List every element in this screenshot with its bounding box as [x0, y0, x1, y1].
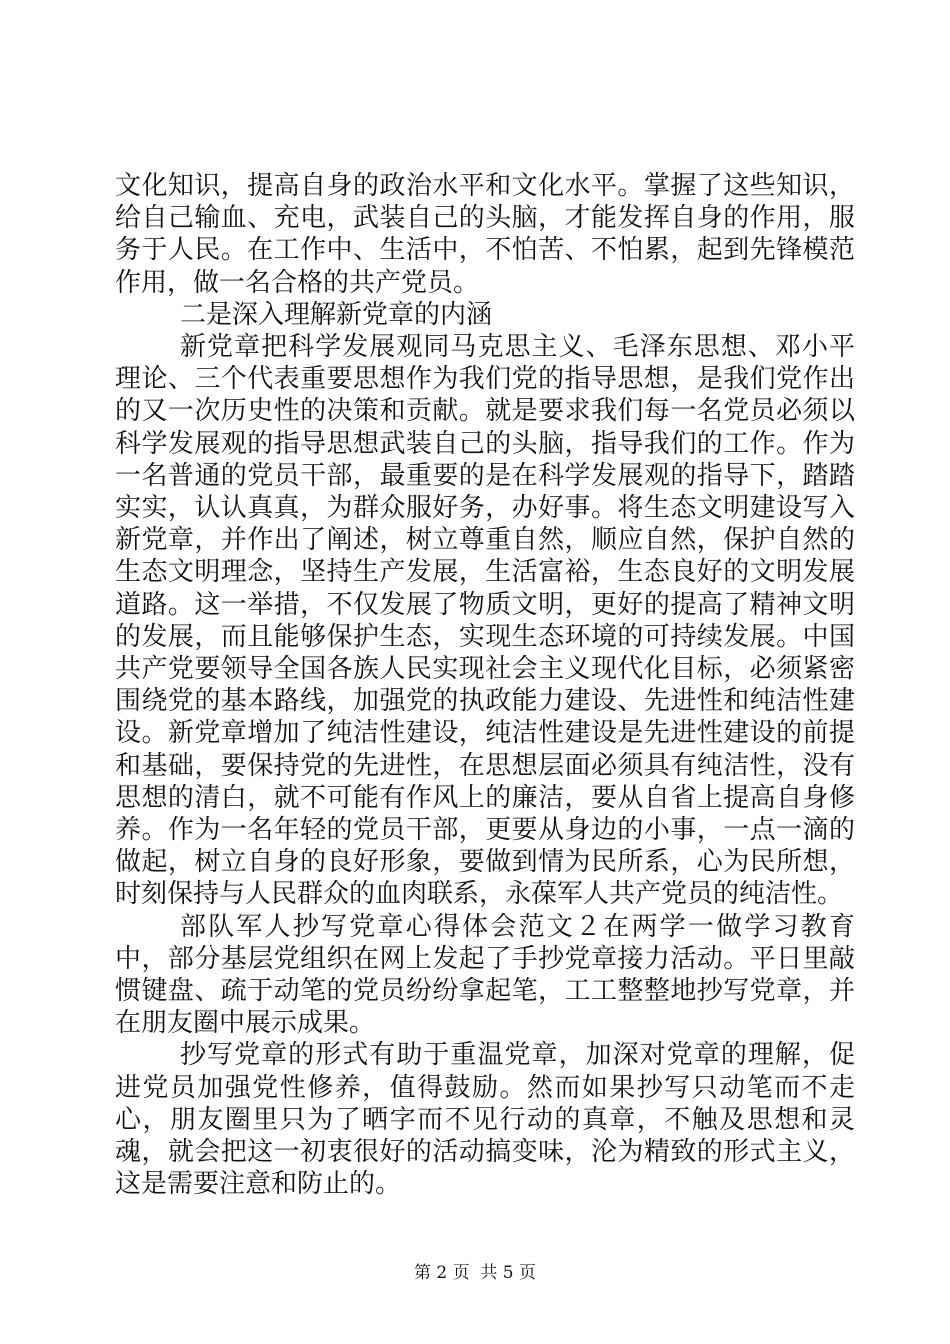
- page-footer: 第 2 页 共 5 页: [413, 1263, 537, 1283]
- paragraph-2-heading: 二是深入理解新党章的内涵: [180, 299, 493, 330]
- paragraph-5: 抄写党章的形式有助于重温党章，加深对党章的理解，促进党员加强党性修养，值得鼓励。然而如果抄写只动笔而不走心，朋友圈里只为了晒字而不见行动的真章，不触及思想和灵魂，就会把这一初衷很好的活动搞变味，沦为精致的形式主义，这是需要注意和防止的。: [115, 1040, 855, 1200]
- document-body: [115, 170, 855, 1201]
- paragraph-4: 部队军人抄写党章心得体会范文２在两学一做学习教育中，部分基层党组织在网上发起了手抄党章接力活动。平日里敲惯键盘、疏于动笔的党员纷纷拿起笔，工工整整地抄写党章，并在朋友圈中展示成果。: [115, 911, 855, 1039]
- paragraph-1: 文化知识，提高自身的政治水平和文化水平。掌握了这些知识，给自己输血、充电，武装自己的头脑，才能发挥自身的作用，服务于人民。在工作中、生活中，不怕苦、不怕累，起到先锋模范作用，做一名合格的共产党员。: [115, 171, 855, 298]
- paragraph-3: 新党章把科学发展观同马克思主义、毛泽东思想、邓小平理论、三个代表重要思想作为我们党的指导思想，是我们党作出的又一次历史性的决策和贡献。就是要求我们每一名党员必须以科学发展观的指导思想武装自己的头脑，指导我们的工作。作为一名普通的党员干部，最重要的是在科学发展观的指导下，踏踏实实，认认真真，为群众服好务，办好事。将生态文明建设写入新党章，并作出了阐述，树立尊重自然，顺应自然，保护自然的生态文明理念，坚持生产发展，生活富裕，生态良好的文明发展道路。这一举措，不仅发展了物质文明，更好的提高了精神文明的发展，而且能够保护生态，实现生态环境的可持续发展。中国共产党要领导全国各族人民实现社会主义现代化目标，必须紧密围绕党的基本路线，加强党的执政能力建设、先进性和纯洁性建设。新党章增加了纯洁性建设，纯洁性建设是先进性建设的前提和基础，要保持党的先进性，在思想层面必须具有纯洁性，没有思想的清白，就不可能有作风上的廉洁，要从自省上提高自身修养。作为一名年轻的党员干部，更要从身边的小事，一点一滴的做起，树立自身的良好形象，要做到情为民所系，心为民所想，时刻保持与人民群众的血肉联系，永葆军人共产党员的纯洁性。: [115, 332, 855, 910]
